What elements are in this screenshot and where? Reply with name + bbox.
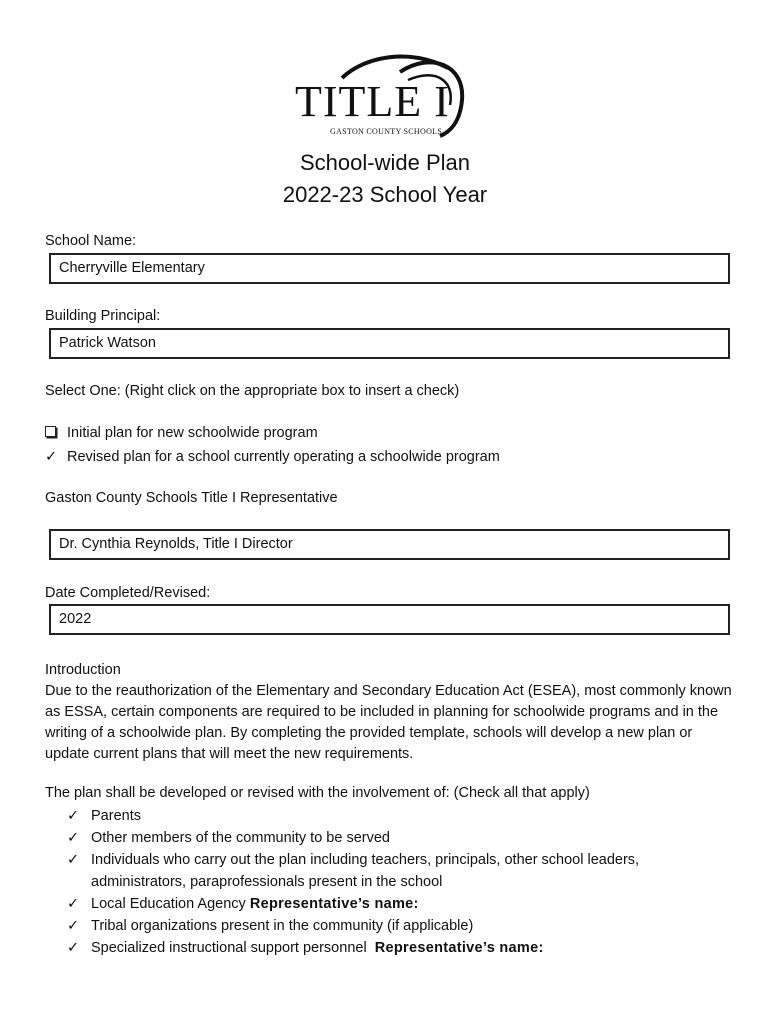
introduction-body: Due to the reauthorization of the Elementary and Secondary Education Act (ESEA), most commonly known as ESSA, certain components are required to be included in planning for schoolwide programs and in the writing of a schoolwide plan. By completing the provided template, schools will develop a new plan or update current plans that will meet the new requirements.: [45, 683, 732, 762]
title-i-logo: [290, 50, 480, 142]
logo-subtitle: GASTON COUNTY SCHOOLS: [330, 127, 443, 136]
involvement-prompt: The plan shall be developed or revised with the involvement of: (Check all that apply): [45, 785, 590, 801]
list-item[interactable]: ✓ Tribal organizations present in the community (if applicable): [67, 915, 707, 937]
checkmark-icon[interactable]: ✓: [67, 940, 80, 956]
list-item[interactable]: ✓ Local Education Agency Representative’s name:: [67, 893, 707, 915]
school-year: 2022-23 School Year: [282, 182, 488, 207]
list-item[interactable]: ✓ Individuals who carry out the plan including teachers, principals, other school leaders, administrators, paraprofessionals present in the school: [67, 849, 707, 893]
list-item[interactable]: ✓ Specialized instructional support personnel Representative’s name:: [67, 937, 707, 959]
logo-title: TITLE I: [295, 77, 450, 126]
checkmark-icon[interactable]: ✓: [67, 852, 80, 868]
representative-name-label: Representative’s name:: [374, 940, 544, 956]
representative-name-label: Representative’s name:: [249, 896, 419, 912]
date-label: Date Completed/Revised:: [45, 585, 211, 601]
representative-field[interactable]: Dr. Cynthia Reynolds, Title I Director: [49, 529, 730, 560]
introduction-heading: Introduction: [45, 662, 121, 678]
school-name-field[interactable]: Cherryville Elementary: [49, 253, 730, 284]
checkmark-icon[interactable]: ✓: [67, 808, 80, 824]
principal-field[interactable]: Patrick Watson: [49, 328, 730, 359]
checkmark-icon[interactable]: ✓: [67, 830, 80, 846]
option-initial-plan[interactable]: [45, 426, 318, 441]
checkmark-icon[interactable]: ✓: [67, 896, 80, 912]
option-revised-plan-label: Revised plan for a school currently operating a schoolwide program: [67, 449, 500, 465]
checkmark-icon[interactable]: ✓: [45, 449, 58, 465]
principal-label: Building Principal:: [45, 308, 161, 324]
option-revised-plan[interactable]: [45, 450, 500, 465]
checkmark-icon[interactable]: ✓: [67, 918, 80, 934]
list-item[interactable]: ✓ Parents: [67, 805, 707, 827]
empty-checkbox-icon[interactable]: [45, 426, 67, 441]
school-name-label: School Name:: [45, 233, 137, 249]
select-one-prompt: Select One: (Right click on the appropriate box to insert a check): [45, 383, 460, 399]
list-item[interactable]: ✓ Other members of the community to be served: [67, 827, 707, 849]
representative-label: Gaston County Schools Title I Representative: [45, 490, 338, 506]
involvement-list: [67, 805, 707, 959]
date-field[interactable]: 2022: [49, 604, 730, 635]
option-initial-plan-label: Initial plan for new schoolwide program: [67, 425, 318, 441]
page-title: School-wide Plan: [300, 150, 470, 175]
introduction-section: [45, 660, 735, 765]
